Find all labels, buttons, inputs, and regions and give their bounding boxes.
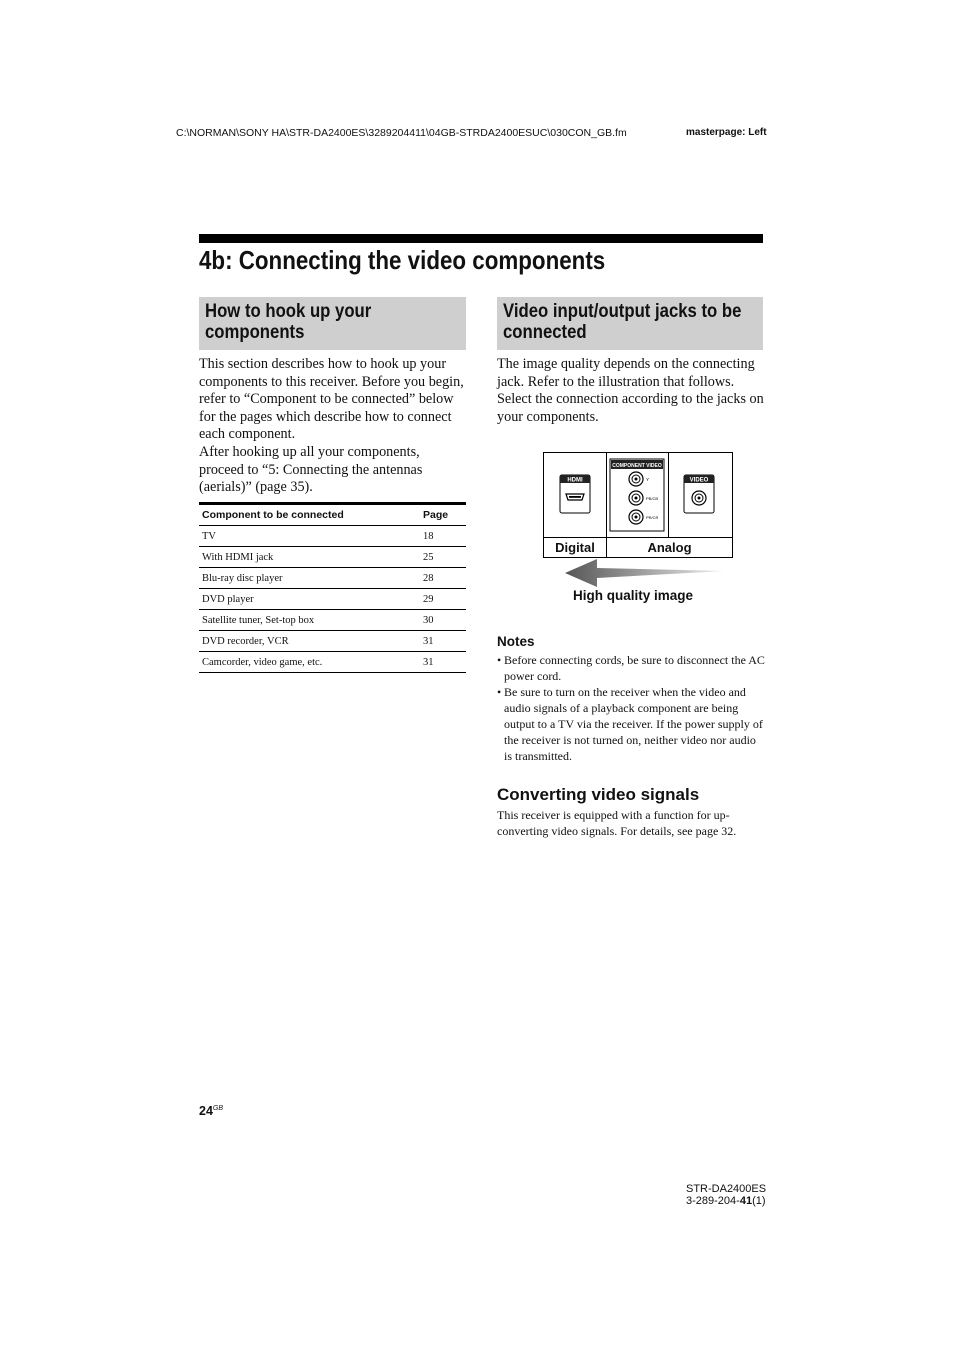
cell-component: DVD recorder, VCR xyxy=(199,631,420,652)
model-name: STR-DA2400ES xyxy=(686,1183,767,1195)
jacks-intro: The image quality depends on the connecting jack. Refer to the illustration that follows. Select the connection according to the jacks on your components. xyxy=(497,356,764,425)
quality-arrow-icon xyxy=(563,557,728,589)
notes-list xyxy=(497,652,765,764)
section-heading-hookup xyxy=(199,297,466,350)
component-table xyxy=(199,502,466,673)
section-heading-line: Video input/output jacks to be xyxy=(503,301,742,322)
model-code-suffix: (1) xyxy=(752,1195,766,1207)
cell-page: 30 xyxy=(420,610,466,631)
cell-component: DVD player xyxy=(199,589,420,610)
table-row xyxy=(199,547,466,568)
analog-label: Analog xyxy=(607,537,732,557)
cell-component: Camcorder, video game, etc. xyxy=(199,652,420,673)
page-title: 4b: Connecting the video components xyxy=(199,245,606,275)
cell-page: 31 xyxy=(420,631,466,652)
hookup-paragraph-2: After hooking up all your components, proceed to “5: Connecting the antennas (aerials)” (page 35). xyxy=(199,443,423,496)
note-item: • Be sure to turn on the receiver when the video and audio signals of a playback component are being output to a TV via the receiver. If the power supply of the receiver is not turned on, neither video nor audio is transmitted. xyxy=(497,684,765,764)
component-video-panel xyxy=(606,453,669,537)
model-code xyxy=(686,1195,766,1207)
table-row xyxy=(199,589,466,610)
hookup-paragraph-1: This section describes how to hook up your components to this receiver. Before you begin, refer to “Component to be connected” below for the pages which describe how to connect each component. xyxy=(199,356,464,443)
cell-page: 25 xyxy=(420,547,466,568)
section-heading-line: connected xyxy=(503,322,587,343)
y-label: Y xyxy=(646,477,650,482)
table-row xyxy=(199,568,466,589)
component-video-label: COMPONENT VIDEO xyxy=(612,463,662,469)
cell-page: 28 xyxy=(420,568,466,589)
title-rule xyxy=(199,234,763,243)
page-number xyxy=(199,1104,223,1118)
note-item: • Before connecting cords, be sure to disconnect the AC power cord. xyxy=(497,652,765,684)
table-row xyxy=(199,631,466,652)
cell-component: With HDMI jack xyxy=(199,547,420,568)
section-heading-line: How to hook up your xyxy=(205,301,372,322)
converting-text: This receiver is equipped with a function for up-converting video signals. For details, see page 32. xyxy=(497,808,737,838)
hookup-intro xyxy=(199,356,467,497)
page-number-suffix: GB xyxy=(212,1104,224,1112)
cell-component: Blu-ray disc player xyxy=(199,568,420,589)
cell-page: 29 xyxy=(420,589,466,610)
jack-diagram xyxy=(543,452,733,558)
hdmi-panel xyxy=(544,453,607,537)
video-panel xyxy=(668,453,732,537)
column-header-page: Page xyxy=(420,504,466,526)
video-label: VIDEO xyxy=(689,477,709,484)
model-code-bold: 41 xyxy=(739,1195,753,1207)
cell-page: 31 xyxy=(420,652,466,673)
table-row xyxy=(199,610,466,631)
model-info xyxy=(686,1183,766,1207)
high-quality-label: High quality image xyxy=(573,588,694,603)
cell-component: TV xyxy=(199,526,420,547)
column-header-component: Component to be connected xyxy=(199,504,420,526)
converting-heading: Converting video signals xyxy=(497,785,700,804)
model-code-prefix: 3-289-204- xyxy=(686,1195,740,1207)
pb-label: PB/CB xyxy=(646,496,659,501)
cell-component: Satellite tuner, Set-top box xyxy=(199,610,420,631)
file-path: C:\NORMAN\SONY HA\STR-DA2400ES\3289204411\04GB-STRDA2400ESUC\030CON_GB.fm xyxy=(176,127,627,139)
component-video-jacks-icon xyxy=(606,453,668,537)
table-row xyxy=(199,526,466,547)
table-header-row xyxy=(199,504,466,526)
section-heading-line: components xyxy=(205,322,305,343)
page-number-value: 24 xyxy=(199,1104,213,1118)
masterpage-label: masterpage: Left xyxy=(686,127,767,138)
section-heading-jacks xyxy=(497,297,763,350)
table-row xyxy=(199,652,466,673)
notes-heading: Notes xyxy=(497,634,535,649)
digital-label: Digital xyxy=(544,537,607,557)
hdmi-label: HDMI xyxy=(567,477,583,484)
video-jack-icon xyxy=(668,453,732,537)
hdmi-jack-icon xyxy=(544,453,606,537)
cell-page: 18 xyxy=(420,526,466,547)
pr-label: PR/CR xyxy=(646,515,659,520)
